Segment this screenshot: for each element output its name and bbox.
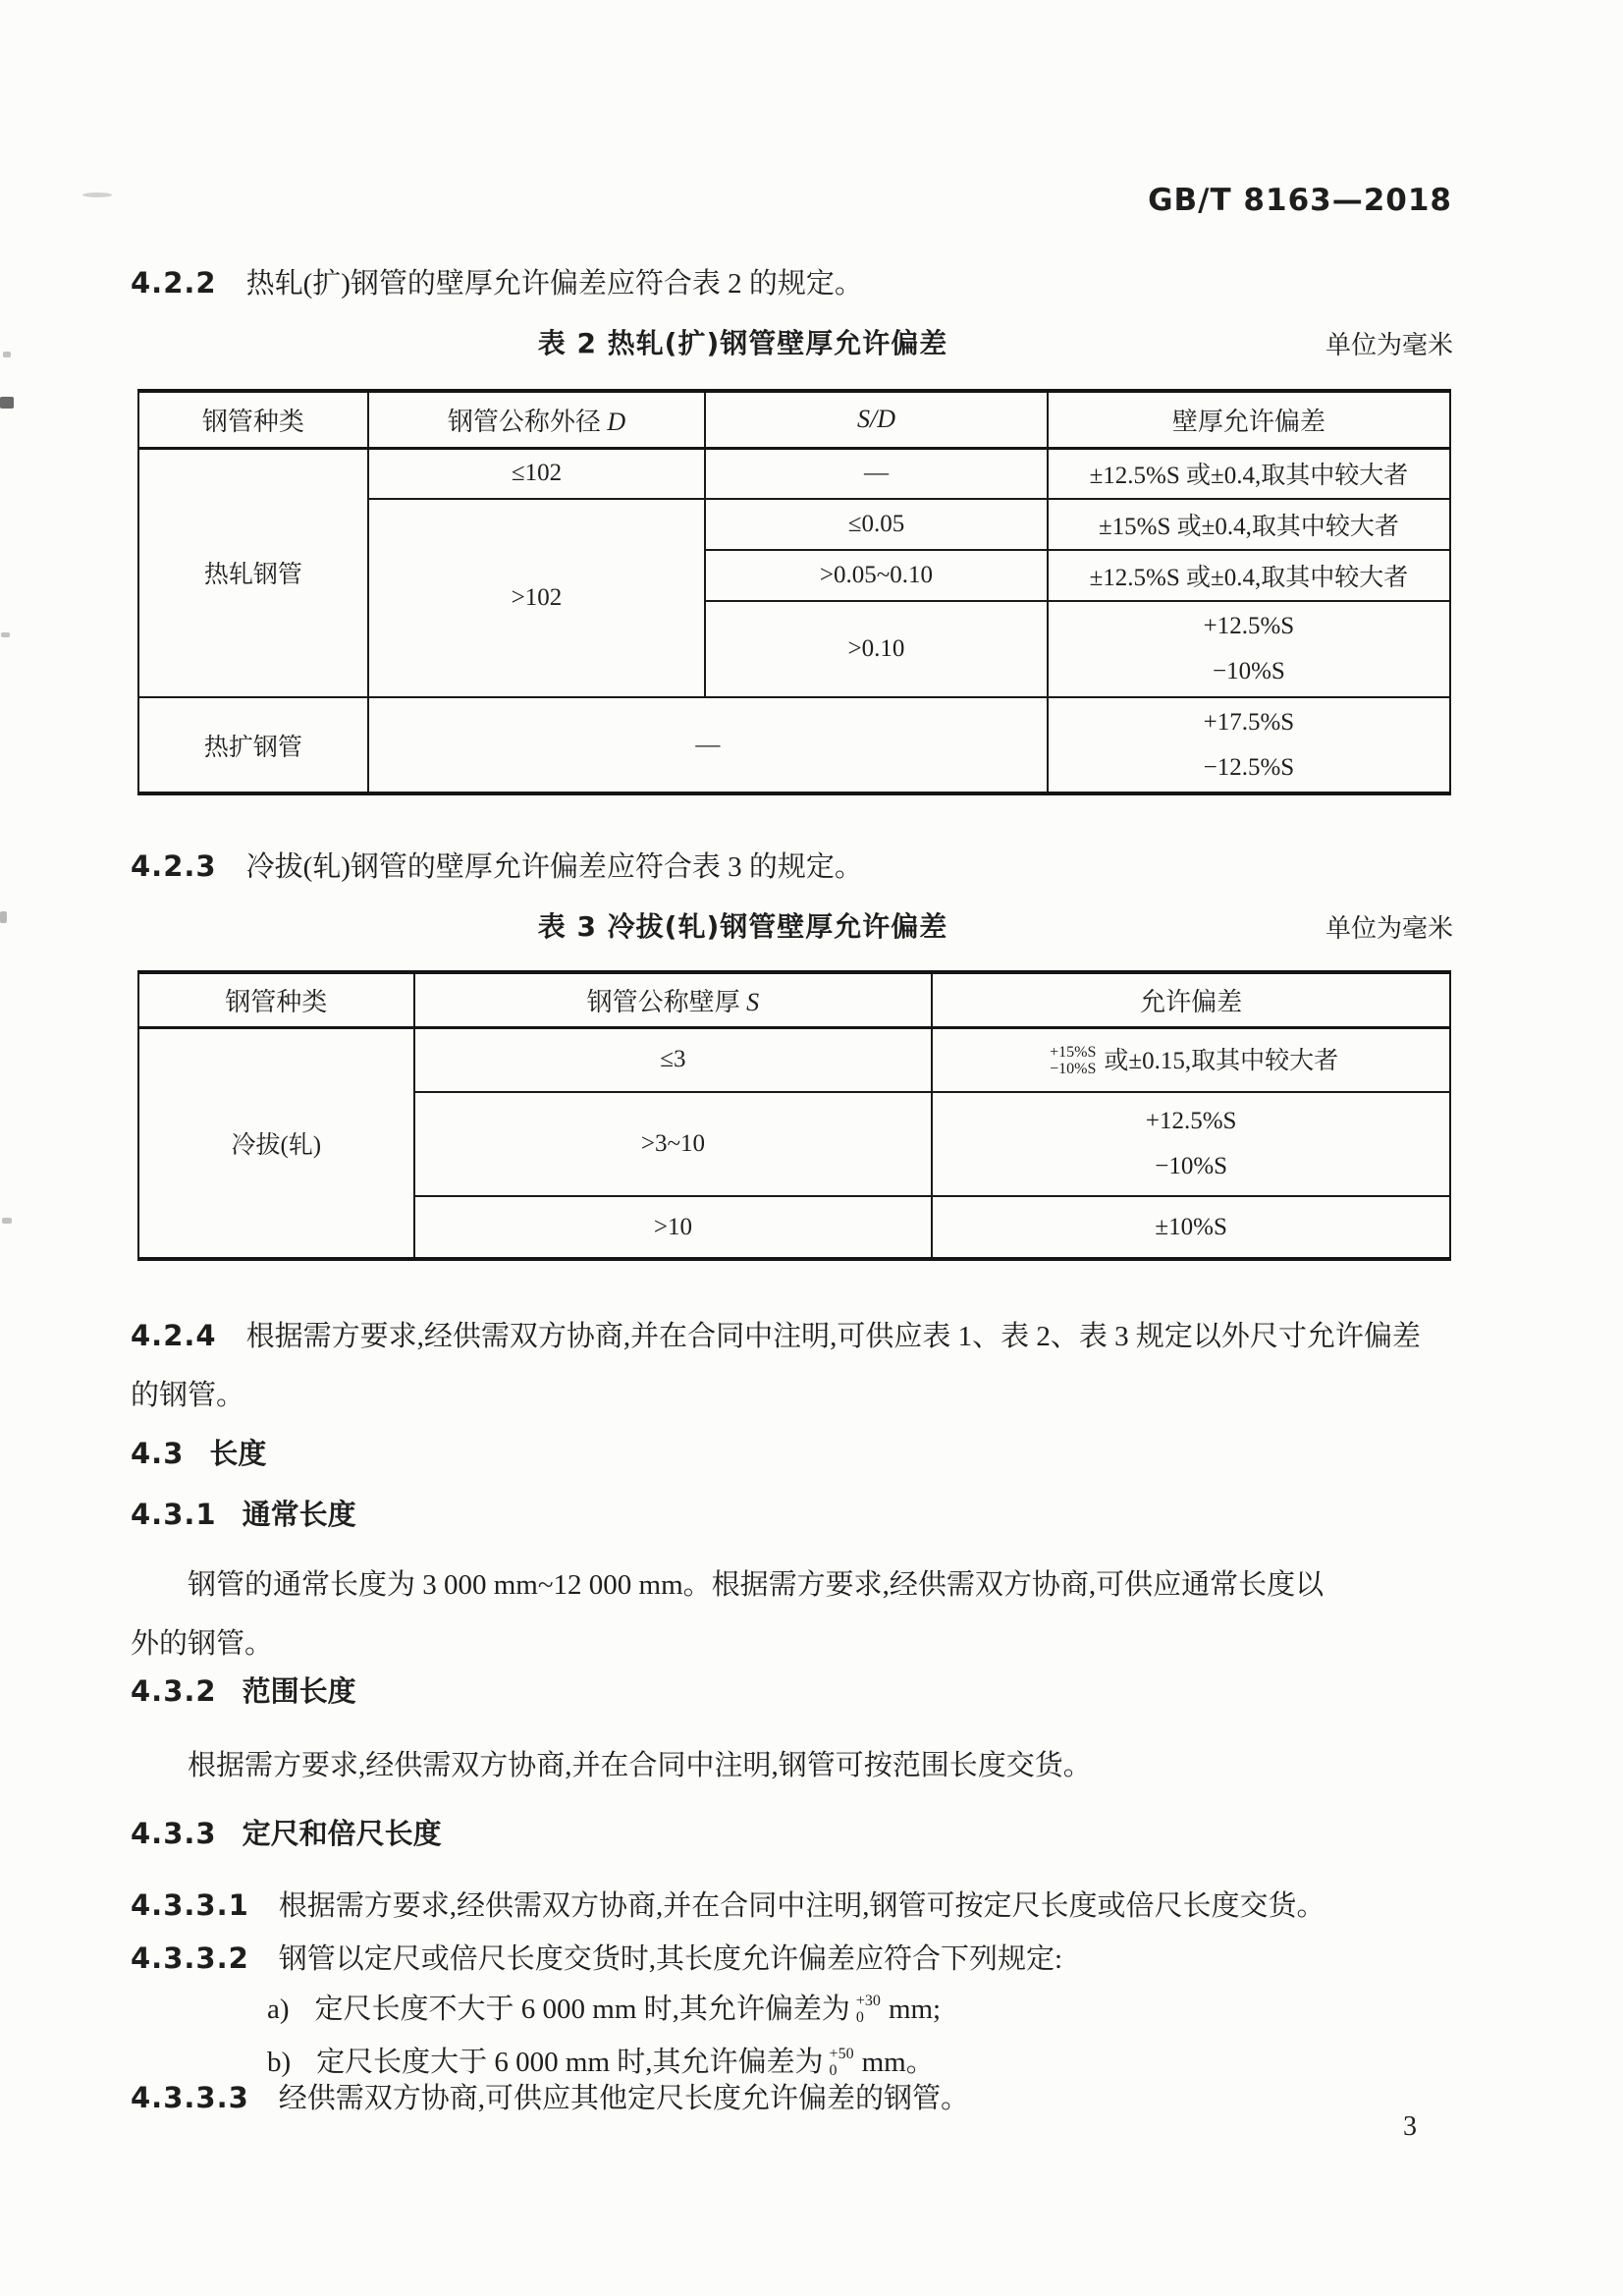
deviation-minus: −10%S (1213, 658, 1285, 684)
clause-4-3-3-1 (131, 1876, 1492, 1936)
clause-number: 4.2.2 (131, 266, 217, 300)
table-cell: ≤3 (414, 1027, 933, 1092)
paragraph-4-3-2: 根据需方要求,经供需双方协商,并在合同中注明,钢管可按范围长度交货。 (188, 1750, 1092, 1781)
table-cell (932, 1027, 1450, 1092)
table-header-cell: S/D (705, 391, 1048, 448)
list-item-unit: mm。 (861, 2047, 935, 2078)
heading-number: 4.3.1 (131, 1498, 217, 1531)
scan-artifact (82, 192, 112, 197)
table-cell: 冷拔(轧) (138, 1027, 414, 1259)
table-cell: >102 (368, 499, 705, 697)
table-header-cell: 钢管种类 (138, 391, 368, 448)
heading-number: 4.3.2 (131, 1674, 217, 1708)
paragraph-4-3-1 (131, 1556, 1492, 1673)
table-cell: 热轧钢管 (138, 448, 368, 697)
header-text: 钢管公称壁厚 (586, 987, 747, 1016)
scan-artifact (2, 1218, 12, 1224)
table-cell: ≤102 (368, 448, 705, 499)
tolerance-stack (856, 1993, 881, 2026)
paragraph-line: 外的钢管。 (131, 1628, 274, 1660)
clause-4-3-3-3 (131, 2068, 1492, 2128)
scan-artifact (3, 352, 11, 357)
list-item-label: a) (267, 1994, 290, 2025)
heading-title: 定尺和倍尺长度 (242, 1817, 442, 1850)
clause-4-2-4 (131, 1306, 1492, 1425)
table-header-cell (368, 391, 705, 448)
clause-text: 根据需方要求,经供需双方协商,并在合同中注明,可供应表 1、表 2、表 3 规定以外尺寸允许偏差 (245, 1321, 1421, 1352)
table-cell: — (368, 697, 1048, 793)
heading-title: 范围长度 (242, 1674, 356, 1708)
table-cell: ±10%S (932, 1196, 1450, 1259)
tolerance-stack (1050, 1044, 1096, 1077)
table-cell: ±12.5%S 或±0.4,取其中较大者 (1048, 448, 1450, 499)
tolerance-lower: −10%S (1050, 1060, 1097, 1077)
heading-4-3-2 (131, 1669, 1492, 1710)
header-text: 钢管公称外径 (447, 407, 608, 436)
table3-caption-row (131, 905, 1492, 945)
clause-4-2-3 (131, 837, 1492, 897)
heading-4-3-3 (131, 1812, 1492, 1852)
table-3 (137, 970, 1451, 1261)
heading-4-3 (131, 1432, 1492, 1472)
table-cell: ±12.5%S 或±0.4,取其中较大者 (1048, 550, 1450, 601)
table-cell: >3~10 (414, 1092, 933, 1196)
heading-title: 长度 (209, 1437, 267, 1470)
table-header-cell: 允许偏差 (932, 972, 1450, 1027)
scan-artifact (1, 632, 10, 637)
clause-4-2-2 (131, 253, 1492, 313)
table-cell (1048, 697, 1450, 793)
table-cell: >0.10 (705, 601, 1048, 697)
table-cell: >10 (414, 1196, 933, 1259)
table-header-cell: 壁厚允许偏差 (1048, 391, 1450, 448)
list-item-a (267, 1980, 1492, 2039)
heading-number: 4.3 (131, 1437, 185, 1470)
clause-number: 4.2.3 (131, 849, 217, 883)
table-cell: ≤0.05 (705, 499, 1048, 550)
header-variable: D (607, 407, 626, 436)
tolerance-upper: +15%S (1050, 1043, 1097, 1061)
heading-number: 4.3.3 (131, 1817, 217, 1850)
deviation-minus: −12.5%S (1203, 753, 1295, 781)
list-item-text: 定尺长度不大于 6 000 mm 时,其允许偏差为 (314, 1994, 850, 2025)
table3-unit-note: 单位为毫米 (1325, 914, 1453, 943)
deviation-text: 或±0.15,取其中较大者 (1104, 1047, 1339, 1074)
heading-4-3-1 (131, 1493, 1492, 1533)
table-cell: — (705, 448, 1048, 499)
table-cell (932, 1092, 1450, 1196)
table-cell (1048, 601, 1450, 697)
clause-number: 4.3.3.2 (131, 1941, 249, 1975)
scan-artifact (0, 397, 14, 409)
list-item-unit: mm; (888, 1994, 942, 2025)
list-item-label: b) (267, 2047, 292, 2078)
clause-text: 热轧(扩)钢管的壁厚允许偏差应符合表 2 的规定。 (245, 268, 863, 300)
clause-line: 的钢管。 (131, 1380, 245, 1411)
deviation-plus: +12.5%S (1145, 1108, 1237, 1134)
tolerance-upper: +30 (855, 1993, 881, 2010)
heading-title: 通常长度 (242, 1498, 356, 1531)
list-item-text: 定尺长度大于 6 000 mm 时,其允许偏差为 (316, 2047, 824, 2078)
clause-text: 冷拔(轧)钢管的壁厚允许偏差应符合表 3 的规定。 (245, 851, 863, 883)
clause-number: 4.2.4 (131, 1319, 217, 1352)
tolerance-lower: 0 (855, 2009, 864, 2027)
table-2 (137, 389, 1451, 795)
page-number: 3 (1403, 2111, 1417, 2142)
deviation-plus: +12.5%S (1203, 613, 1295, 639)
table2-caption-row (131, 322, 1492, 361)
deviation-minus: −10%S (1155, 1153, 1228, 1179)
tolerance-upper: +50 (829, 2046, 854, 2063)
scan-artifact (0, 911, 7, 923)
clause-text: 钢管以定尺或倍尺长度交货时,其长度允许偏差应符合下列规定: (278, 1943, 1063, 1975)
table2-caption: 表 2 热轧(扩)钢管壁厚允许偏差 (537, 327, 948, 359)
table-header-cell: 钢管种类 (138, 972, 414, 1027)
clause-line (131, 1306, 1492, 1366)
table2-unit-note: 单位为毫米 (1325, 331, 1453, 359)
table-header-cell (414, 972, 933, 1027)
header-variable: S (746, 987, 760, 1016)
clause-text: 根据需方要求,经供需双方协商,并在合同中注明,钢管可按定尺长度或倍尺长度交货。 (278, 1890, 1325, 1922)
clause-text: 经供需双方协商,可供应其他定尺长度允许偏差的钢管。 (278, 2083, 970, 2114)
deviation-plus: +17.5%S (1203, 708, 1295, 736)
tolerance-lower: 0 (829, 2062, 838, 2080)
doc-code-header: GB/T 8163—2018 (1148, 183, 1452, 218)
table3-caption: 表 3 冷拔(轧)钢管壁厚允许偏差 (537, 910, 948, 943)
table-cell: 热扩钢管 (138, 697, 368, 793)
table-cell: >0.05~0.10 (705, 550, 1048, 601)
clause-number: 4.3.3.1 (131, 1888, 249, 1922)
table-cell: ±15%S 或±0.4,取其中较大者 (1048, 499, 1450, 550)
clause-number: 4.3.3.3 (131, 2081, 249, 2114)
paragraph-line: 钢管的通常长度为 3 000 mm~12 000 mm。根据需方要求,经供需双方协商,可供应通常长度以 (188, 1569, 1325, 1601)
